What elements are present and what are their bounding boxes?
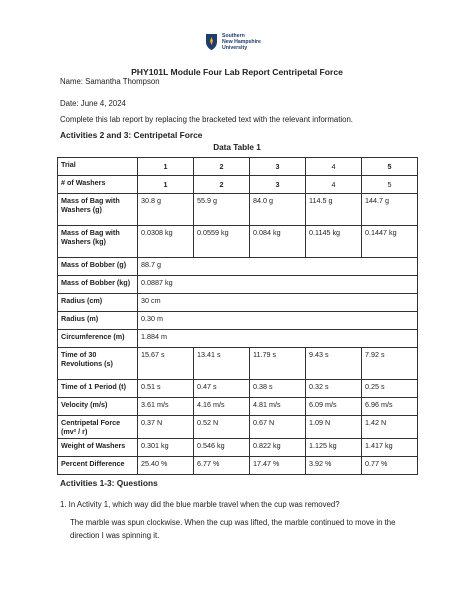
table-cell: 0.30 m: [138, 312, 418, 330]
row-label: Percent Difference: [58, 457, 138, 475]
table-cell: 4.16 m/s: [194, 398, 250, 416]
table-cell: 0.51 s: [138, 380, 194, 398]
date-line: Date: June 4, 2024: [60, 99, 126, 108]
table-cell: 3: [250, 176, 306, 194]
table-cell: 1: [138, 158, 194, 176]
table-cell: 1.42 N: [362, 416, 418, 439]
table-cell: 114.5 g: [306, 194, 362, 226]
table-cell: 0.32 s: [306, 380, 362, 398]
table-cell: 7.92 s: [362, 348, 418, 380]
instructions-text: Complete this lab report by replacing the bracketed text with the relevant information.: [60, 115, 353, 124]
table-cell: 5: [362, 158, 418, 176]
shield-icon: [205, 33, 218, 51]
table-row: [58, 457, 418, 475]
table-cell: 0.546 kg: [194, 439, 250, 457]
table-row: [58, 312, 418, 330]
table-row: [58, 398, 418, 416]
row-label: Radius (cm): [58, 294, 138, 312]
table-cell: 55.9 g: [194, 194, 250, 226]
table-cell: 0.37 N: [138, 416, 194, 439]
row-label: # of Washers: [58, 176, 138, 194]
logo-line-2: New Hampshire: [222, 39, 261, 45]
row-label: Mass of Bag with Washers (kg): [58, 226, 138, 258]
table-cell: 9.43 s: [306, 348, 362, 380]
table-cell: 11.79 s: [250, 348, 306, 380]
table-cell: 0.77 %: [362, 457, 418, 475]
table-cell: 3: [250, 158, 306, 176]
table-cell: 2: [194, 158, 250, 176]
table-cell: 88.7 g: [138, 258, 418, 276]
table-cell: 1.884 m: [138, 330, 418, 348]
table-cell: 1.417 kg: [362, 439, 418, 457]
table-cell: 4: [306, 176, 362, 194]
row-label: Trial: [58, 158, 138, 176]
row-label: Velocity (m/s): [58, 398, 138, 416]
table-cell: 13.41 s: [194, 348, 250, 380]
section-heading-questions: Activities 1-3: Questions: [60, 478, 158, 488]
table-cell: 15.67 s: [138, 348, 194, 380]
table-cell: 4: [306, 158, 362, 176]
table-caption: Data Table 1: [213, 143, 261, 152]
logo-line-1: Southern: [222, 33, 245, 39]
table-row: [58, 226, 418, 258]
table-cell: 0.25 s: [362, 380, 418, 398]
name-line: Name: Samantha Thompson: [60, 77, 160, 86]
question-1: 1. In Activity 1, which way did the blue marble travel when the cup was removed?: [60, 500, 340, 509]
table-cell: 1.09 N: [306, 416, 362, 439]
table-cell: 0.67 N: [250, 416, 306, 439]
table-cell: 4.81 m/s: [250, 398, 306, 416]
table-cell: 144.7 g: [362, 194, 418, 226]
table-cell: 6.77 %: [194, 457, 250, 475]
table-cell: 3.61 m/s: [138, 398, 194, 416]
row-label: Mass of Bag with Washers (g): [58, 194, 138, 226]
row-label: Time of 30 Revolutions (s): [58, 348, 138, 380]
table-row: [58, 176, 418, 194]
report-title: PHY101L Module Four Lab Report Centripetal Force: [131, 67, 343, 77]
data-table: [57, 157, 418, 475]
table-cell: 0.52 N: [194, 416, 250, 439]
row-label: Time of 1 Period (t): [58, 380, 138, 398]
table-cell: 0.0887 kg: [138, 276, 418, 294]
logo-text: [222, 33, 261, 51]
table-cell: 0.0308 kg: [138, 226, 194, 258]
table-cell: 3.92 %: [306, 457, 362, 475]
table-row: [58, 380, 418, 398]
table-row: [58, 330, 418, 348]
table-cell: 6.09 m/s: [306, 398, 362, 416]
row-label: Centripetal Force (mv² / r): [58, 416, 138, 439]
table-cell: 5: [362, 176, 418, 194]
table-cell: 0.1145 kg: [306, 226, 362, 258]
university-logo: [205, 31, 275, 53]
table-row: [58, 439, 418, 457]
row-label: Mass of Bobber (kg): [58, 276, 138, 294]
table-cell: 0.47 s: [194, 380, 250, 398]
table-cell: 30.8 g: [138, 194, 194, 226]
answer-1: The marble was spun clockwise. When the cup was lifted, the marble continued to move in the direction I was spinning it.: [70, 518, 396, 540]
table-row: [58, 258, 418, 276]
row-label: Mass of Bobber (g): [58, 258, 138, 276]
table-cell: 17.47 %: [250, 457, 306, 475]
table-cell: 0.1447 kg: [362, 226, 418, 258]
section-heading-centripetal-force: Activities 2 and 3: Centripetal Force: [60, 130, 203, 140]
logo-line-3: University: [222, 45, 248, 51]
row-label: Radius (m): [58, 312, 138, 330]
table-cell: 2: [194, 176, 250, 194]
row-label: Weight of Washers: [58, 439, 138, 457]
table-row: [58, 294, 418, 312]
table-cell: 1: [138, 176, 194, 194]
table-cell: 0.084 kg: [250, 226, 306, 258]
row-label: Circumference (m): [58, 330, 138, 348]
table-cell: 0.822 kg: [250, 439, 306, 457]
table-row: [58, 416, 418, 439]
table-row: [58, 194, 418, 226]
table-cell: 84.0 g: [250, 194, 306, 226]
table-cell: 25.40 %: [138, 457, 194, 475]
table-row: [58, 348, 418, 380]
table-row: [58, 158, 418, 176]
table-row: [58, 276, 418, 294]
table-cell: 6.96 m/s: [362, 398, 418, 416]
table-cell: 0.301 kg: [138, 439, 194, 457]
table-cell: 30 cm: [138, 294, 418, 312]
table-cell: 1.125 kg: [306, 439, 362, 457]
table-cell: 0.0559 kg: [194, 226, 250, 258]
table-cell: 0.38 s: [250, 380, 306, 398]
